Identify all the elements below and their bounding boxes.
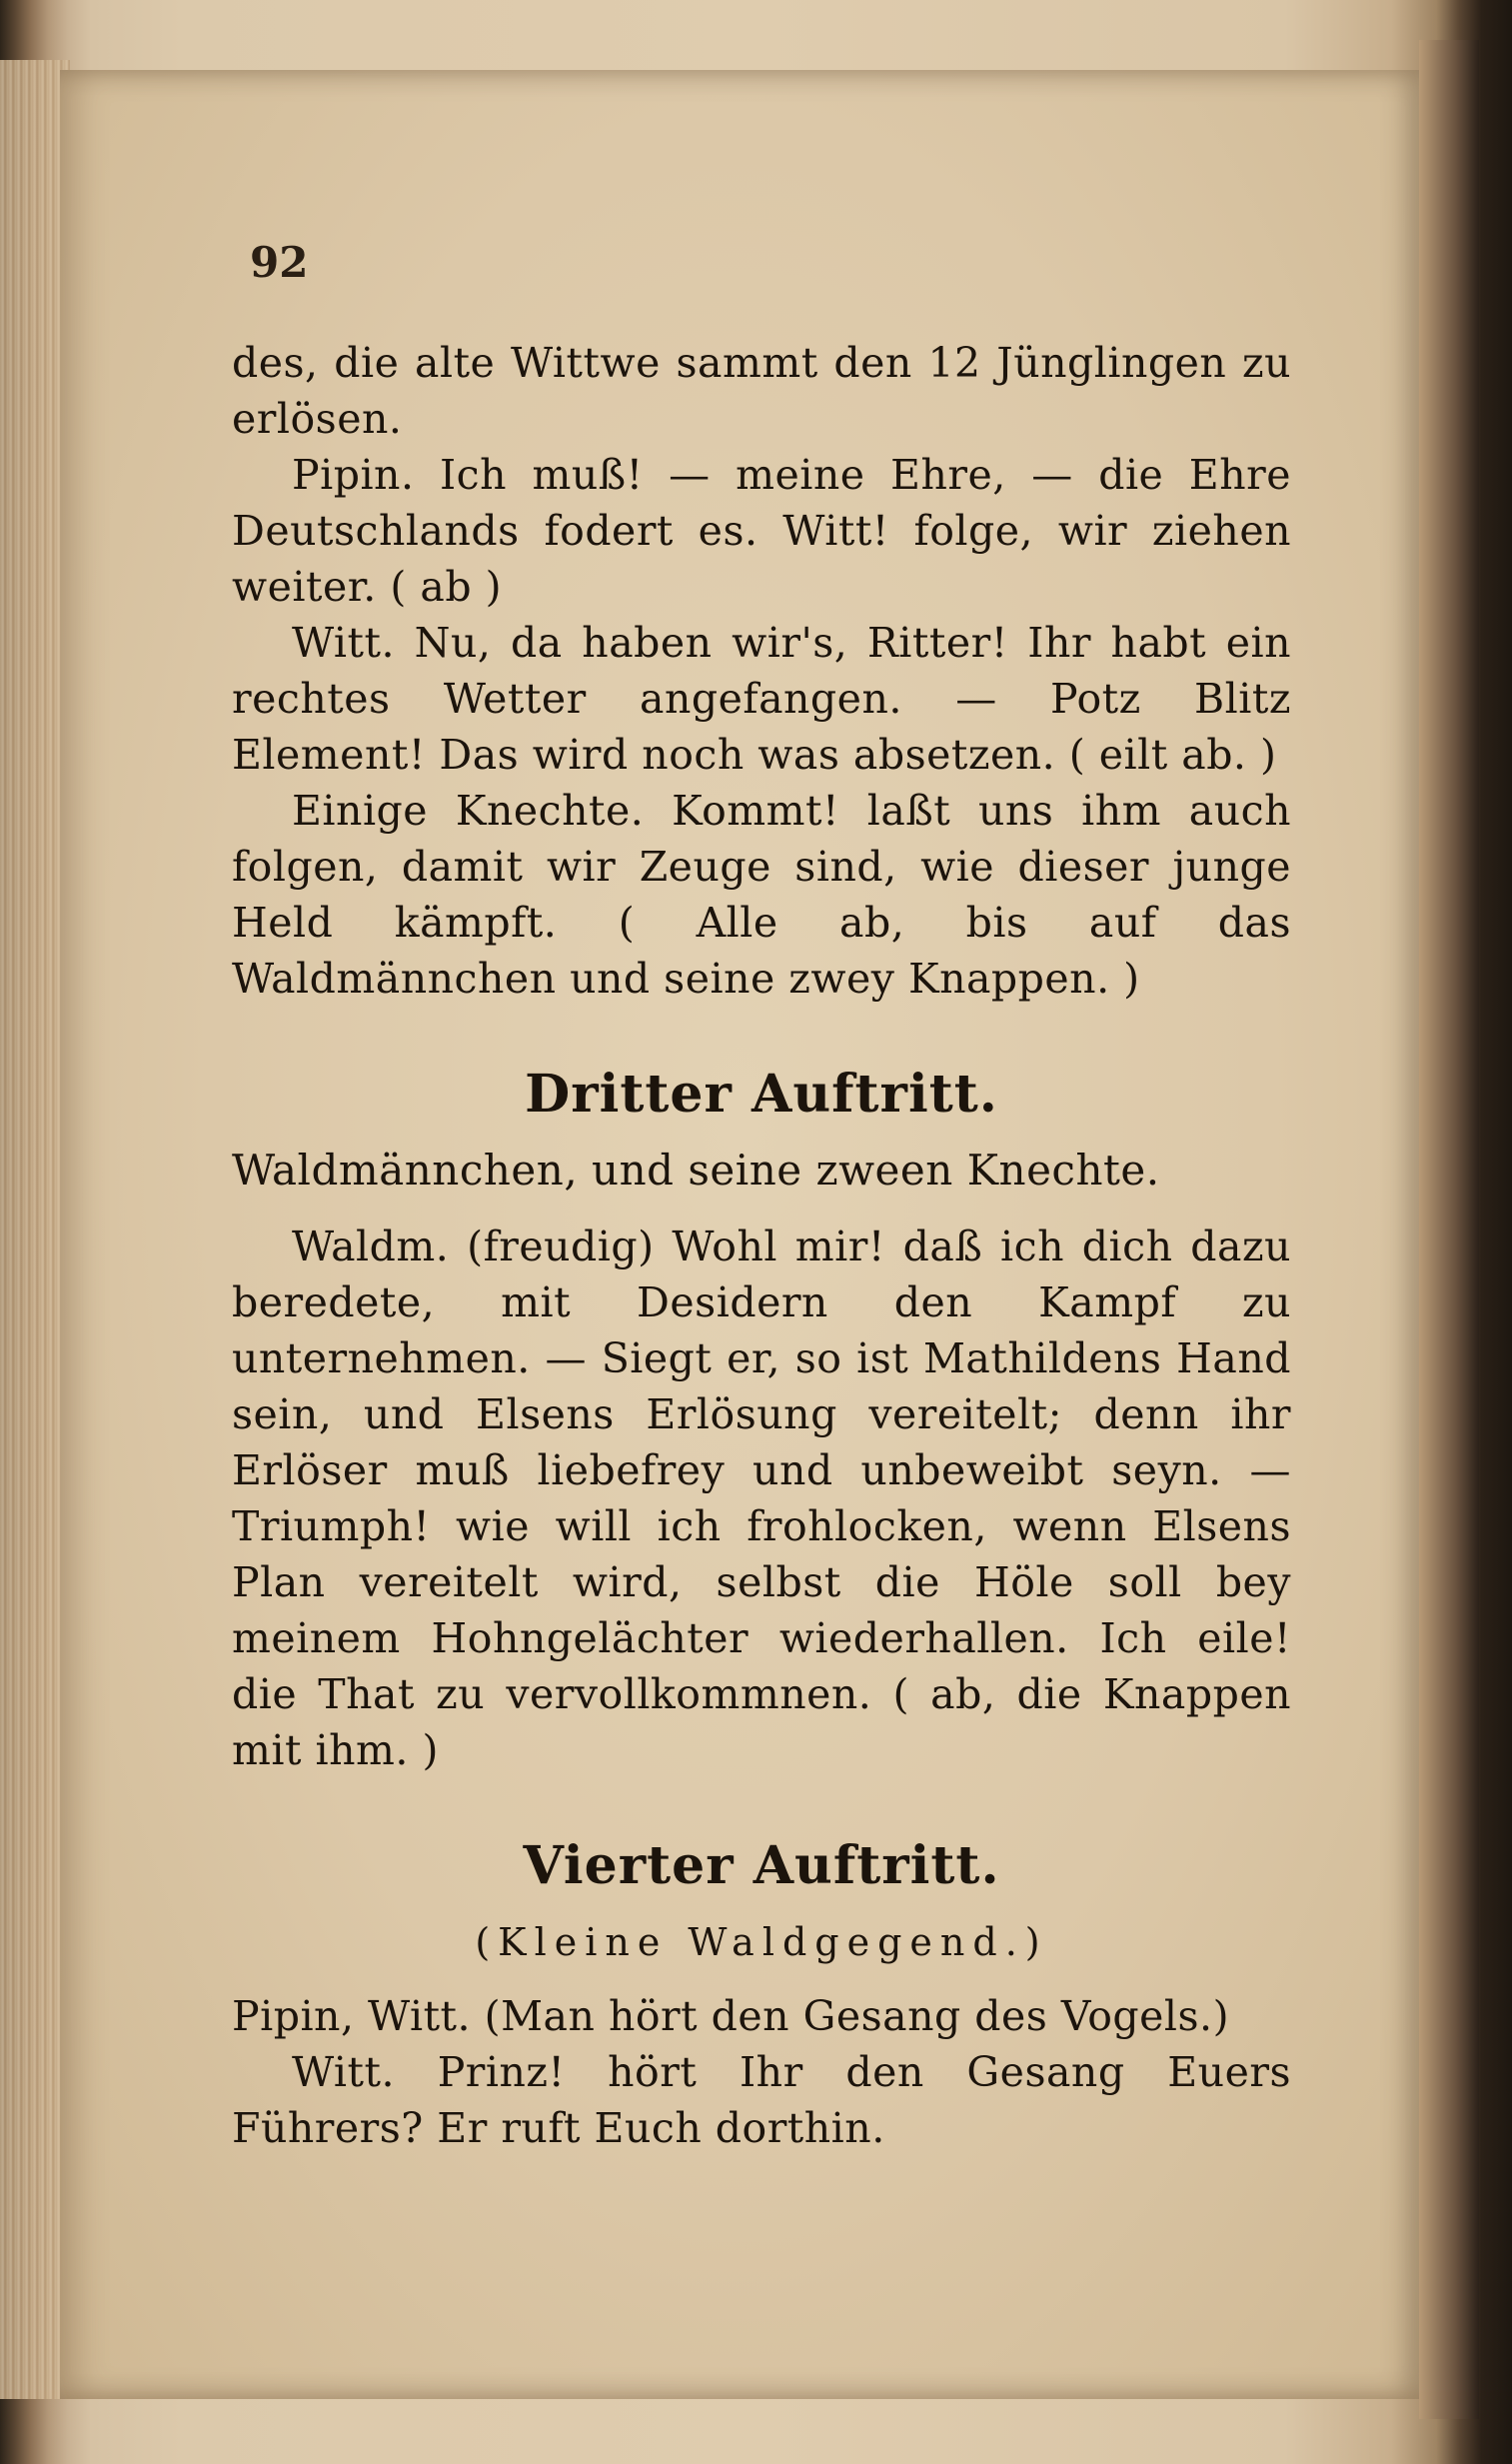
scene-cast-dritter: Waldmännchen, und seine zween Knechte. — [232, 1146, 1160, 1195]
paragraph-witt-prinz: Witt. Prinz! hört Ihr den Gesang Euers Führers? Er ruft Euch dorthin. — [232, 2048, 1291, 2152]
scene-setting: (Kleine Waldgegend.) — [475, 1920, 1048, 1964]
paragraph-pipin: Pipin. Ich muß! — meine Ehre, — die Ehre Deutschlands fodert es. Witt! folge, wir ziehen weiter. ( ab ) — [232, 451, 1291, 611]
page-text — [232, 240, 1291, 2156]
paragraph-witt: Witt. Nu, da haben wir's, Ritter! Ihr habt ein rechtes Wetter angefangen. — Potz Blitz Element! Das wird noch was absetzen. ( eilt ab. ) — [232, 619, 1291, 779]
book-spine-shadow — [1419, 40, 1479, 2419]
scene-cast-vierter: Pipin, Witt. (Man hört den Gesang des Vogels.) — [232, 1992, 1230, 2040]
scene-heading-vierter: Vierter Auftritt. — [523, 1835, 1000, 1896]
paragraph-waldmaennchen: Waldm. (freudig) Wohl mir! daß ich dich dazu beredete, mit Desidern den Kampf zu unternehmen. — Siegt er, so ist Mathildens Hand sein, und Elsens Erlösung vereitelt; denn ihr Erlöser muß liebefrey und unbeweibt seyn. — Triumph! wie will ich frohlocken, wenn Elsens Plan vereitelt wird, selbst die Höle soll bey meinem Hohngelächter wiederhallen. Ich eile! die That zu vervollkommnen. ( ab, die Knappen mit ihm. ) — [232, 1223, 1291, 1774]
paragraph-knechte: Einige Knechte. Kommt! laßt uns ihm auch folgen, damit wir Zeuge sind, wie dieser junge Held kämpft. ( Alle ab, bis auf das Waldmännchen und seine zwey Knappen. ) — [232, 787, 1291, 1003]
paragraph-continuation: des, die alte Wittwe sammt den 12 Jünglingen zu erlösen. — [232, 339, 1291, 443]
scene-heading-dritter: Dritter Auftritt. — [525, 1064, 998, 1125]
page-number: 92 — [250, 238, 309, 287]
